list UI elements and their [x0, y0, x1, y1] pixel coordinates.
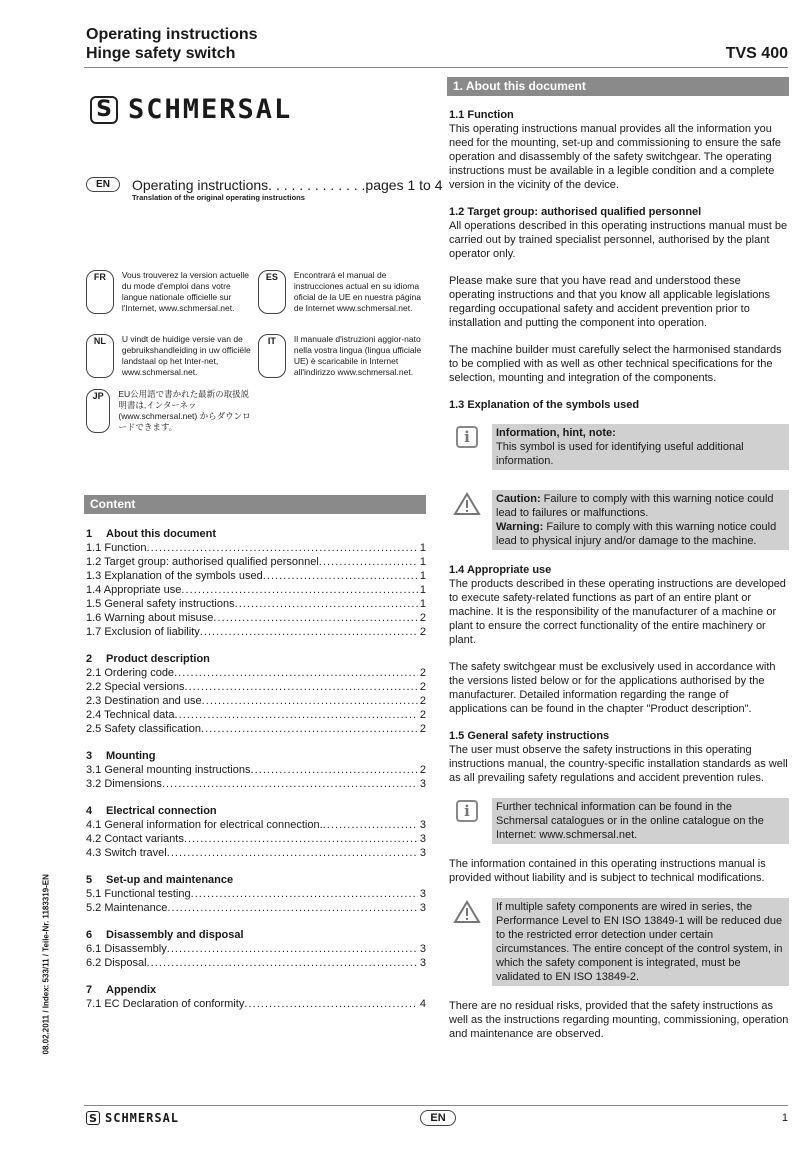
toc-group-4: 4 Electrical connection 4.1 General information for electrical connection. . . . 3 4.2 Contact variants . . . 3 4.3 Switch travel . . . 3 [86, 804, 426, 860]
lang-text-es: Encontrará el manual de instrucciones actual en su idioma oficial de la UE en nuestra página de Internet www.schmersal.net. [293, 270, 421, 313]
toc-entry[interactable]: 4.3 Switch travel . . . 3 [86, 846, 426, 860]
lang-text-fr: Vous trouverez la version actuelle du mode d'emploi dans votre langue nationale officielle sur l'Internet, www.schmersal.net. [121, 270, 249, 313]
logo-text: SCHMERSAL [128, 94, 293, 125]
toc-entry[interactable]: 1.7 Exclusion of liability . . . 2 [86, 625, 426, 639]
lang-text-it: Il manuale d'istruzioni aggior-nato nella vostra lingua (lingua ufficiale UE) è scaricabile in Internet all'indirizzo www.schmersal.net. [293, 334, 422, 377]
lang-note-nl [86, 334, 256, 378]
info-note-title: Information, hint, note: [496, 427, 616, 439]
toc-entry[interactable]: 1.2 Target group: authorised qualified personnel . . . 1 [86, 555, 426, 569]
toc-entry[interactable]: 6.2 Disposal . . . 3 [86, 956, 426, 970]
en-block [86, 177, 442, 202]
header-rule [84, 67, 788, 68]
footer-logo-text: SCHMERSAL [105, 1111, 180, 1125]
heading-1-5: 1.5 General safety instructions [449, 730, 610, 742]
toc-heading: Electrical connection [106, 805, 217, 817]
toc-heading: Mounting [106, 750, 156, 762]
paragraph: This operating instructions manual provides all the information you need for the mounting, set-up and commissioning to ensure the safe operation and disassembly of the safety switchgear. The operating instructions must be available in a legible condition and a complete version in the vicinity of the device. [449, 123, 782, 191]
paragraph: All operations described in this operating instructions manual must be carried out by trained specialist personnel, authorised by the plant operator only. [449, 220, 788, 260]
warning-label: Warning: [496, 521, 544, 533]
toc-entry[interactable]: 3.1 General mounting instructions . . . 2 [86, 763, 426, 777]
paragraph: The safety switchgear must be exclusively used in accordance with the versions listed below or for the applications authorised by the manufacturer. Detailed information regarding the range of applications can be found in the chapter "Product description". [449, 661, 776, 715]
toc-group-3: 3 Mounting 3.1 General mounting instructions . . . 2 3.2 Dimensions . . . 3 [86, 749, 426, 791]
lang-text-jp: EU公用語で書かれた最新の取扱説明書は,インターネッ(www.schmersal.net) からダウンロードできます。 [118, 389, 251, 432]
toc-heading: Disassembly and disposal [106, 929, 244, 941]
info-icon: i [456, 426, 478, 448]
warning-note-2-text: If multiple safety components are wired in series, the Performance Level to EN ISO 13849-1 will be reduced due to the restricted error detection under certain circumstances. The entire concept of the control system, in which the safety component is integrated, must be validated to EN ISO 13849-2. [492, 898, 789, 986]
content-bar: Content [84, 495, 426, 514]
lang-badge-nl: NL [86, 334, 114, 378]
toc-entry[interactable]: 2.4 Technical data . . . 2 [86, 708, 426, 722]
page-number: 1 [781, 1112, 788, 1124]
toc-entry[interactable]: 1.4 Appropriate use . . . 1 [86, 583, 426, 597]
lang-note-jp [86, 389, 256, 433]
en-title: Operating instructions. . . . . . . . . . . . .pages 1 to 4 [132, 177, 443, 193]
schmersal-s-icon: S [90, 96, 118, 124]
paragraph: There are no residual risks, provided that the safety instructions as well as the instructions regarding mounting, commissioning, operation and maintenance are observed. [449, 1000, 789, 1040]
lang-text-nl: U vindt de huidige versie van de gebruikshandleiding in uw officiële landstaal op het Inter-net, www.schmersal.net. [121, 334, 251, 377]
toc-group-7: 7 Appendix 7.1 EC Declaration of conformity . . . 4 [86, 983, 426, 1011]
lang-badge-fr: FR [86, 270, 114, 314]
warning-text: Failure to comply with this warning notice could lead to physical injury and/or damage to the machine. [496, 521, 777, 547]
warning-triangle-icon [453, 492, 481, 516]
toc-entry[interactable]: 4.2 Contact variants . . . 3 [86, 832, 426, 846]
paragraph: Please make sure that you have read and understood these operating instructions and that you know all applicable legislations regarding occupational safety and accident prevention prior to installation and putting the component into operation. [449, 275, 771, 329]
lang-note-it [258, 334, 428, 378]
schmersal-s-icon: S [86, 1111, 100, 1125]
heading-1-3: 1.3 Explanation of the symbols used [449, 399, 640, 411]
table-of-contents [86, 527, 426, 1024]
doc-subtitle: Hinge safety switch [86, 45, 236, 62]
toc-entry[interactable]: 4.1 General information for electrical connection. . . . 3 [86, 818, 426, 832]
toc-entry[interactable]: 1.1 Function . . . 1 [86, 541, 426, 555]
toc-group-2: 2 Product description 2.1 Ordering code . . . 2 2.2 Special versions . . . 2 2.3 Destination and use . . . 2 2.4 Technical data . . . 2 2.5 Safety classification . . . 2 [86, 652, 426, 736]
toc-group-5: 5 Set-up and maintenance 5.1 Functional testing . . . 3 5.2 Maintenance . . . 3 [86, 873, 426, 915]
paragraph: The products described in these operating instructions are developed to execute safety-related functions as part of an entire plant or machine. It is the responsibility of the manufacturer of a machine or plant to ensure the correct functionality of the entire machinery or plant. [449, 578, 786, 646]
footer-rule [84, 1105, 788, 1106]
caution-label: Caution: [496, 493, 541, 505]
en-subtitle: Translation of the original operating instructions [132, 193, 305, 202]
toc-entry[interactable]: 2.5 Safety classification . . . 2 [86, 722, 426, 736]
info-note-text: This symbol is used for identifying useful additional information. [496, 441, 744, 467]
heading-1-2: 1.2 Target group: authorised qualified personnel [449, 206, 702, 218]
toc-entry[interactable]: 5.1 Functional testing . . . 3 [86, 887, 426, 901]
toc-group-6: 6 Disassembly and disposal 6.1 Disassembly . . . 3 6.2 Disposal . . . 3 [86, 928, 426, 970]
doc-title: Operating instructions [86, 26, 258, 43]
paragraph: The machine builder must carefully select the harmonised standards to be complied with as well as other technical specifications for the selection, mounting and integration of the components. [449, 344, 782, 384]
paragraph: The information contained in this operating instructions manual is provided without liability and is subject to technical modifications. [449, 858, 766, 884]
footer-lang-badge: EN [420, 1110, 456, 1126]
toc-heading: About this document [106, 528, 216, 540]
right-column [449, 108, 789, 1054]
lang-badge-es: ES [258, 270, 286, 314]
warning-note-2 [449, 898, 789, 986]
paragraph: The user must observe the safety instructions in this operating instructions manual, the country-specific installation standards as well as all prevailing safety regulations and accident prevention rules. [449, 744, 788, 784]
caution-note [449, 490, 789, 550]
toc-heading: Product description [106, 653, 210, 665]
toc-entry[interactable]: 2.1 Ordering code . . . 2 [86, 666, 426, 680]
info-note-2-text: Further technical information can be found in the Schmersal catalogues or in the online catalogue on the Internet: www.schmersal.net. [492, 798, 789, 844]
footer-logo [86, 1111, 179, 1125]
product-code: TVS 400 [725, 45, 788, 62]
info-note [449, 424, 789, 470]
info-note-2 [449, 798, 789, 844]
lang-badge-en: EN [86, 177, 120, 192]
toc-entry[interactable]: 6.1 Disassembly . . . 3 [86, 942, 426, 956]
toc-heading: Appendix [106, 984, 157, 996]
info-icon: i [456, 800, 478, 822]
toc-entry[interactable]: 5.2 Maintenance . . . 3 [86, 901, 426, 915]
schmersal-logo [90, 94, 292, 125]
toc-entry[interactable]: 3.2 Dimensions . . . 3 [86, 777, 426, 791]
heading-1-1: 1.1 Function [449, 109, 514, 121]
toc-group-1: 1 About this document 1.1 Function . . . 1 1.2 Target group: authorised qualified personnel . . . 1 1.3 Explanation of the symbols used . . . 1 1.4 Appropriate use . . . 1 1.5 General safety instructions . . . 1 1.6 Warning about misuse . . . 2 1.7 Exclusion of liability . . . 2 [86, 527, 426, 639]
warning-triangle-icon [453, 900, 481, 924]
toc-entry[interactable]: 1.6 Warning about misuse . . . 2 [86, 611, 426, 625]
toc-heading: Set-up and maintenance [106, 874, 234, 886]
toc-entry[interactable]: 1.3 Explanation of the symbols used . . . 1 [86, 569, 426, 583]
toc-entry[interactable]: 1.5 General safety instructions . . . 1 [86, 597, 426, 611]
lang-note-fr [86, 270, 256, 314]
heading-1-4: 1.4 Appropriate use [449, 564, 552, 576]
lang-note-es [258, 270, 428, 314]
section-bar-about: 1. About this document [447, 77, 789, 96]
toc-entry[interactable]: 7.1 EC Declaration of conformity . . . 4 [86, 997, 426, 1011]
lang-badge-it: IT [258, 334, 286, 378]
toc-entry[interactable]: 2.2 Special versions . . . 2 [86, 680, 426, 694]
toc-entry[interactable]: 2.3 Destination and use . . . 2 [86, 694, 426, 708]
side-document-info: 08.02.2011 / Index: 533/11 / Teile-Nr. 1183319-EN [41, 874, 51, 1055]
lang-badge-jp: JP [86, 389, 110, 433]
caution-text: Failure to comply with this warning notice could lead to failures or malfunctions. [496, 493, 774, 519]
